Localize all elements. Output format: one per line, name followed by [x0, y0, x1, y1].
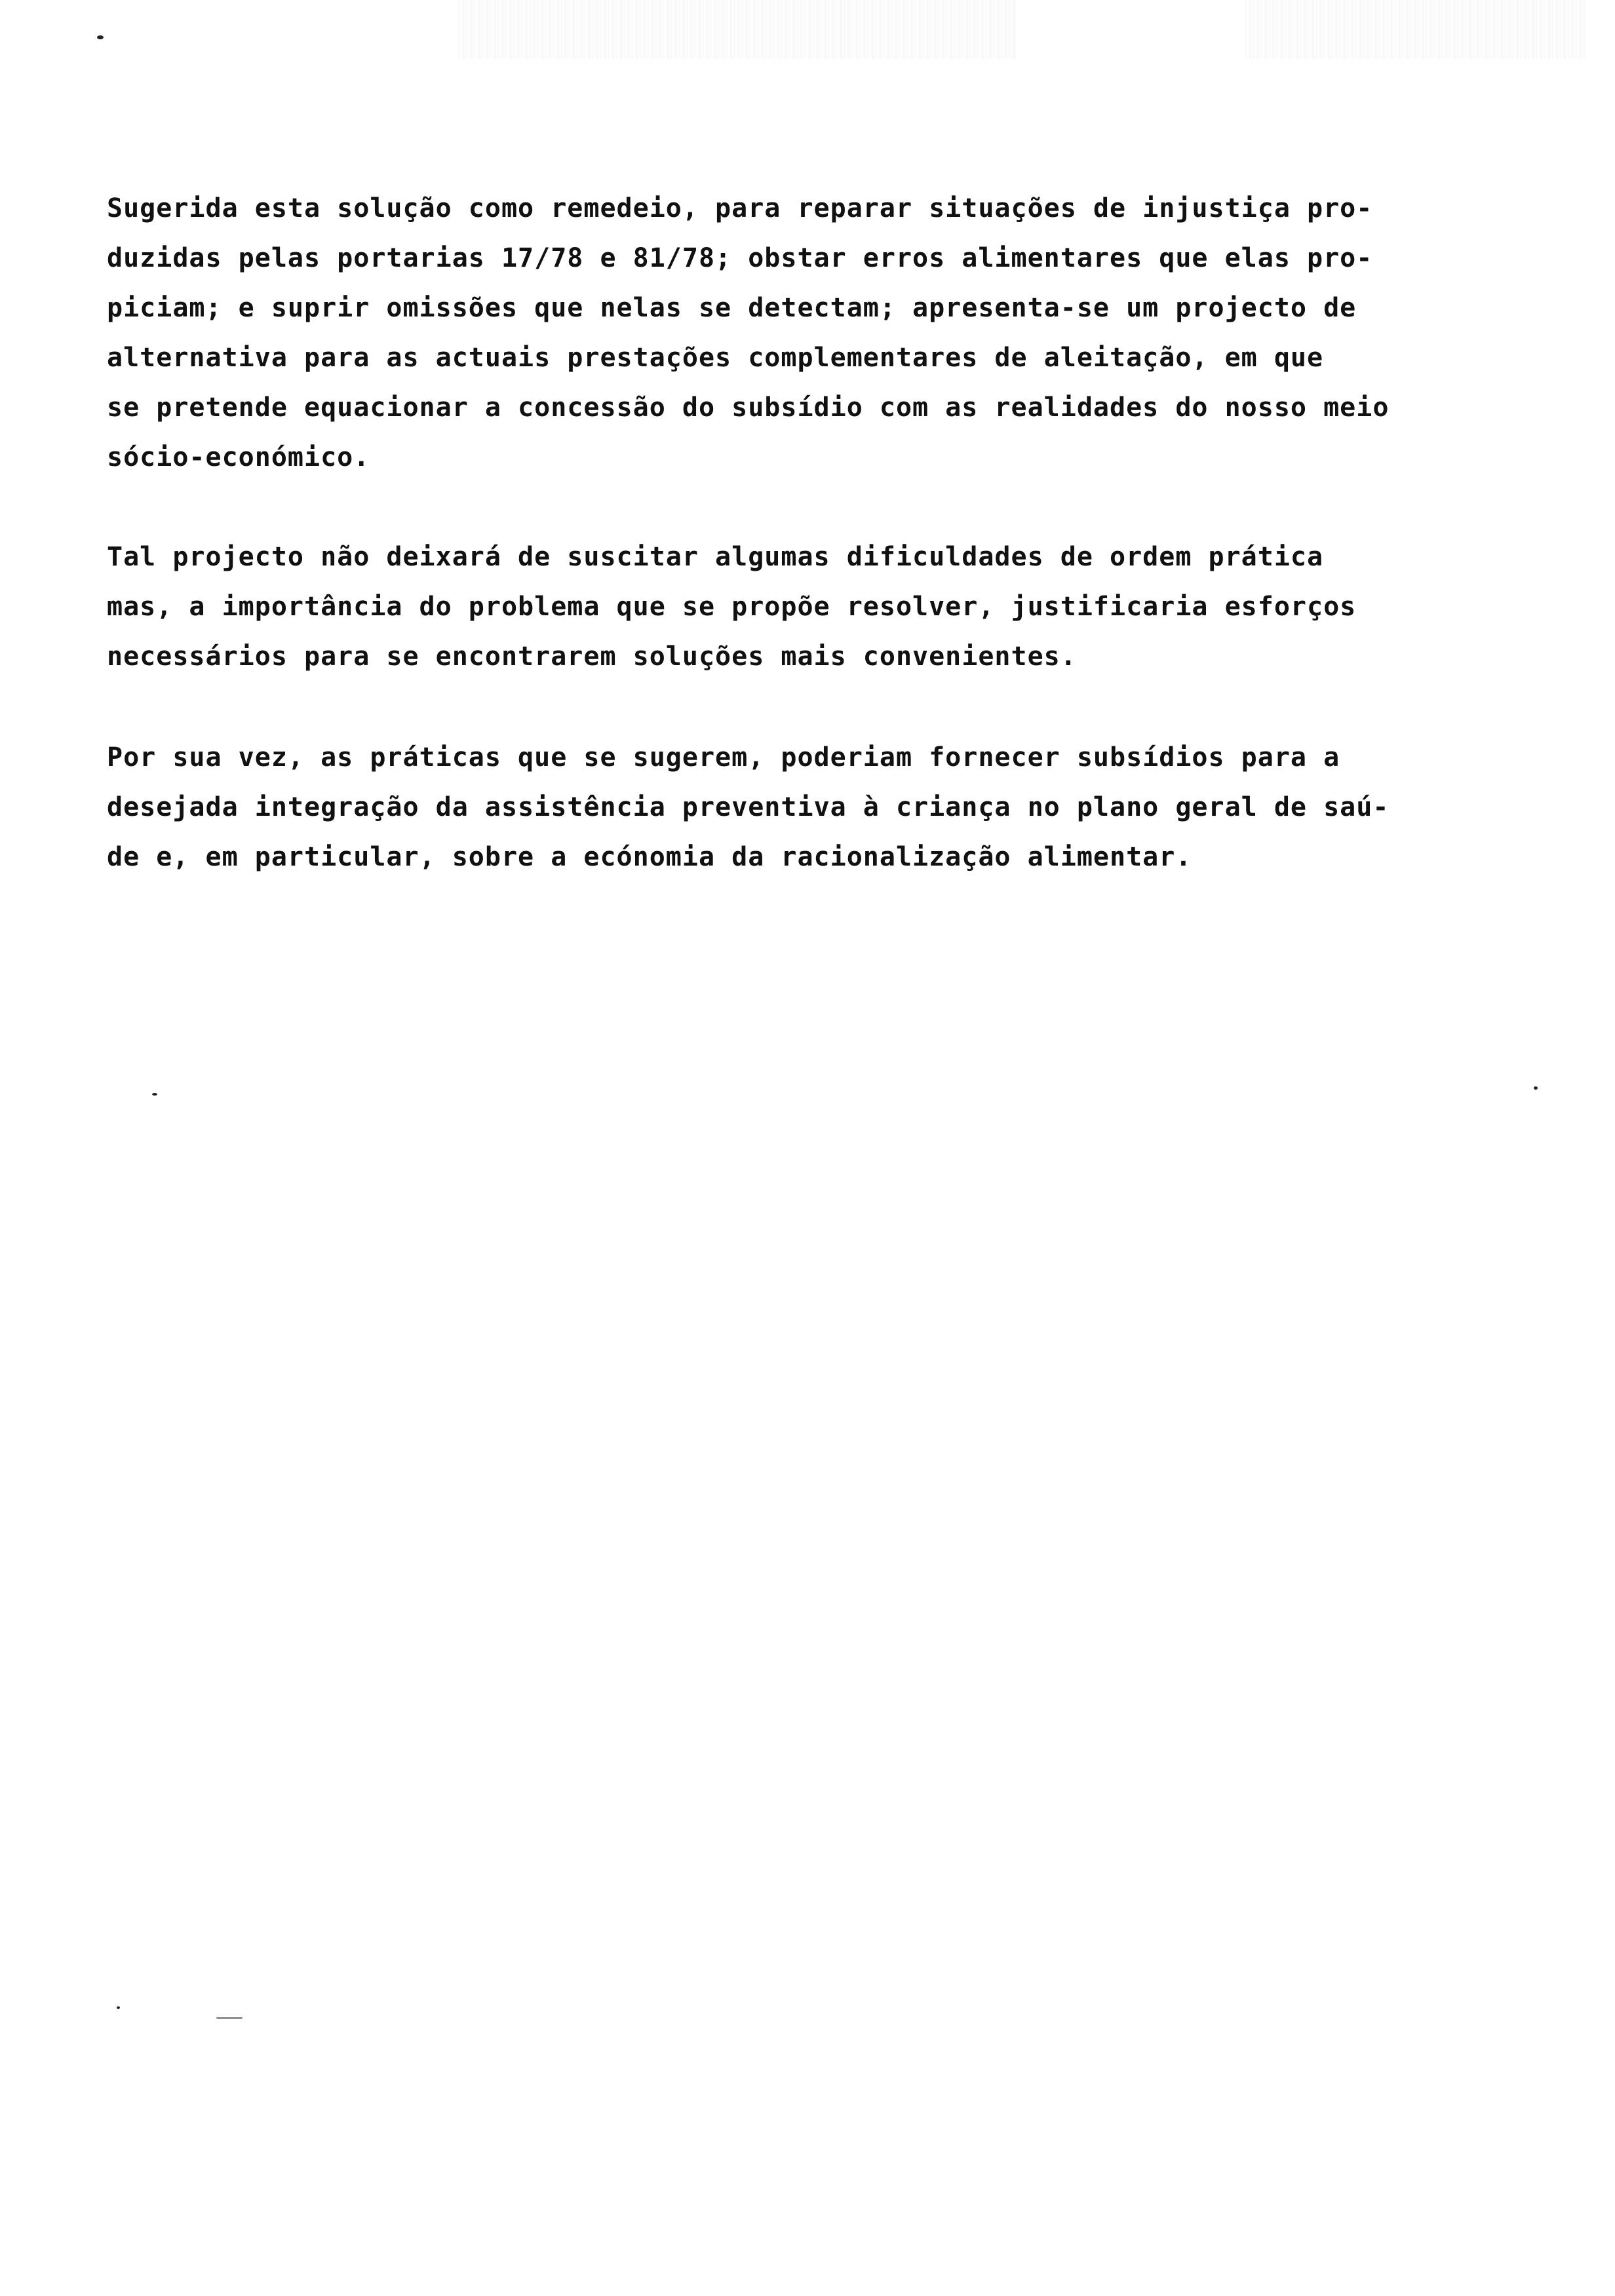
scan-speck [1534, 1086, 1538, 1090]
paragraph-1 [107, 183, 1536, 482]
paragraph-line: desejada integração da assistência preventiva à criança no plano geral de saú- [107, 792, 1390, 822]
paragraph-line: mas, a importância do problema que se propõe resolver, justificaria esforços [107, 592, 1357, 622]
paragraph-line: Sugerida esta solução como remedeio, para reparar situações de injustiça pro- [107, 193, 1373, 223]
paragraph-line: necessários para se encontrarem soluções mais convenientes. [107, 641, 1077, 672]
scan-speck [97, 35, 104, 39]
paragraph-line: se pretende equacionar a concessão do subsídio com as realidades do nosso meio [107, 392, 1390, 423]
paragraph-line: Por sua vez, as práticas que se sugerem, poderiam fornecer subsídios para a [107, 742, 1340, 773]
scan-noise-top-right [1245, 0, 1586, 59]
paragraph-line: Tal projecto não deixará de suscitar algumas dificuldades de ordem prática [107, 542, 1324, 572]
paragraph-line: duzidas pelas portarias 17/78 e 81/78; obstar erros alimentares que elas pro- [107, 243, 1373, 273]
paragraph-line: piciam; e suprir omissões que nelas se detectam; apresenta-se um projecto de [107, 293, 1357, 323]
scan-speck [117, 2006, 120, 2009]
paragraph-3 [107, 733, 1536, 882]
scan-speck [152, 1093, 157, 1096]
paragraph-line: de e, em particular, sobre a ecónomia da racionalização alimentar. [107, 842, 1192, 872]
paragraph-line: sócio-económico. [107, 442, 370, 472]
paragraph-line: alternativa para as actuais prestações complementares de aleitação, em que [107, 343, 1324, 373]
scan-noise-top [459, 0, 1016, 59]
paragraph-2 [107, 532, 1536, 681]
scan-speck [216, 2017, 243, 2019]
